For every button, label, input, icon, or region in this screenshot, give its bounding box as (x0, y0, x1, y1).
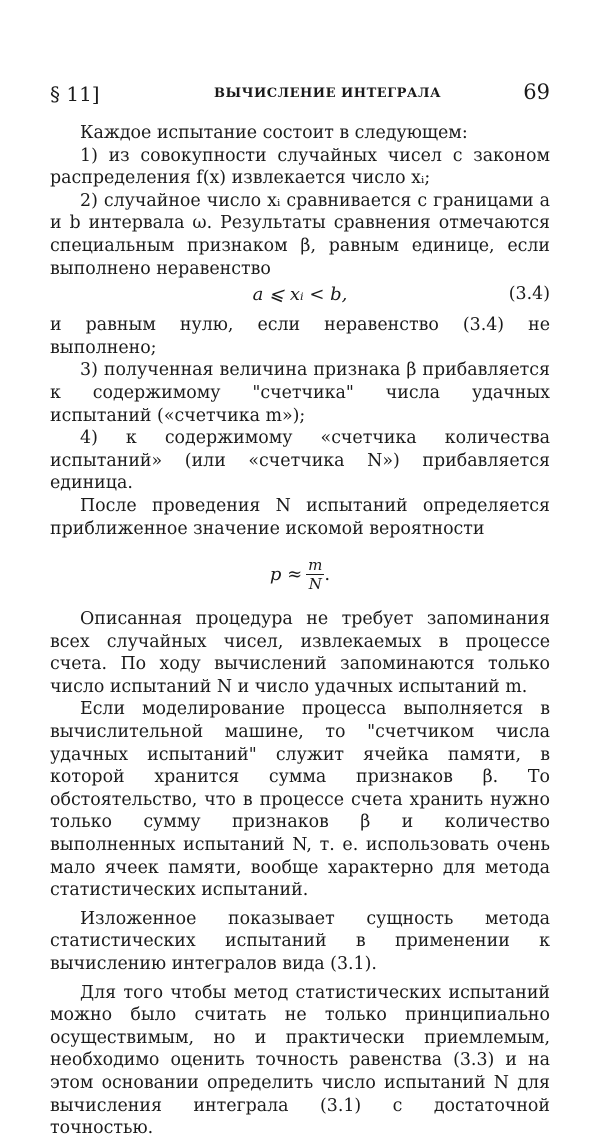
paragraph: и равным нулю, если неравенство (3.4) не выполнено; (50, 315, 550, 358)
list-item-2: 2) случайное число xᵢ сравнивается с границами a и b интервала ω. Результаты сравнения отмечаются специальным признаком β, равным единице, если выполнено неравенство (50, 190, 550, 279)
paragraph: Для того чтобы метод статистических испытаний можно было считать не только принципиально осуществимым, но и практически приемлемым, необходимо оценить точность равенства (3.3) и на этом основании определить число испытаний N для вычисления интеграла (3.1) с достаточной точностью. (50, 982, 550, 1139)
formula-suffix: . (324, 563, 331, 585)
fraction (306, 556, 324, 593)
list-item-1: 1) из совокупности случайных чисел с законом распределения f(x) извлекается число xᵢ; (50, 145, 550, 189)
paragraph: После проведения N испытаний определяется приближенное значение искомой вероятности (50, 495, 550, 539)
equation-number: (3.4) (508, 284, 550, 305)
page-number: 69 (523, 80, 550, 104)
section-marker: § 11] (50, 82, 100, 106)
list-item-4: 4) к содержимому «счетчика количества испытаний» (или «счетчика N») прибавляется единица. (50, 428, 550, 494)
paragraph: Описанная процедура не требует запоминания всех случайных чисел, извлекаемых в процессе счета. По ходу вычислений запоминаются только число испытаний N и число удачных испытаний m. (50, 609, 550, 697)
formula-approx (50, 540, 550, 608)
running-title: ВЫЧИСЛЕНИЕ ИНТЕГРАЛА (214, 86, 442, 101)
paragraph: Каждое испытание состоит в следующем: (80, 123, 468, 143)
formula-expression: a ⩽ xᵢ < b, (252, 284, 348, 306)
paragraph: Если моделирование процесса выполняется в вычислительной машине, то "счетчиком числа удачных испытаний" служит ячейка памяти, в которой хранится сумма признаков β. То обстоятельство, что в процессе счета хранить нужно только сумму признаков β и количество выполненных испытаний N, т. е. использовать очень мало ячеек памяти, вообще характерно для метода статистических испытаний. (50, 699, 550, 901)
page-body (50, 122, 550, 1140)
formula-3-4 (50, 280, 550, 314)
list-item-3: 3) полученная величина признака β прибавляется к содержимому "счетчика" числа удачных испытаний («счетчика m»); (50, 360, 550, 426)
page-header (50, 80, 550, 106)
paragraph: Изложенное показывает сущность метода статистических испытаний в применении к вычислению интегралов вида (3.1). (50, 908, 550, 974)
fraction-denominator: N (308, 574, 322, 593)
fraction-numerator: m (308, 555, 323, 574)
formula-lhs: p ≈ (269, 563, 303, 585)
